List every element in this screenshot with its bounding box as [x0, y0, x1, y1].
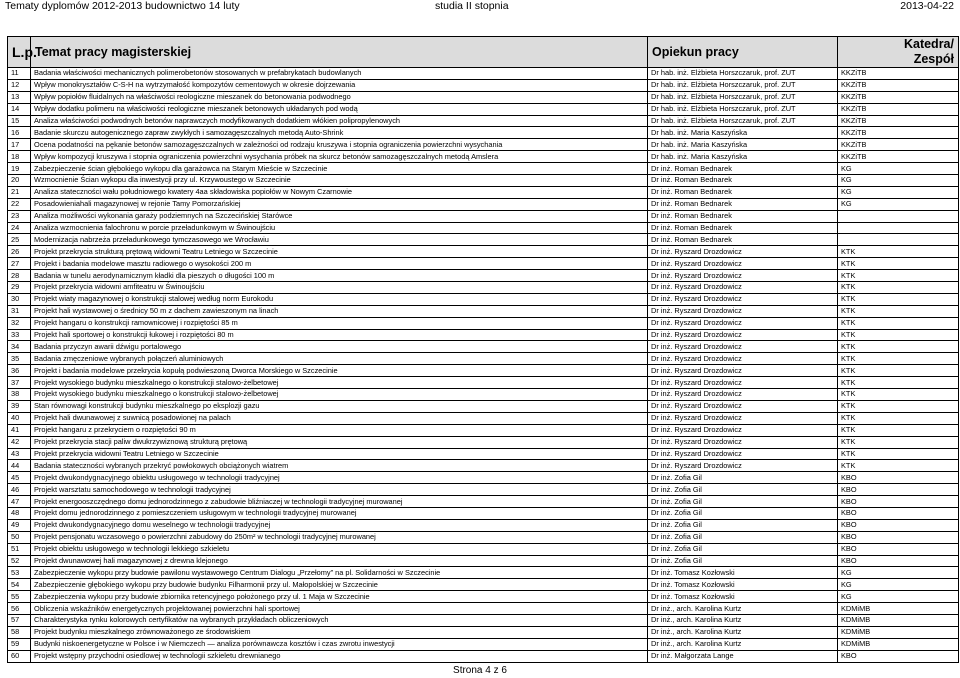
- cell-department: [838, 234, 959, 246]
- cell-supervisor: Dr inż. Roman Bednarek: [648, 175, 838, 187]
- thesis-table: [7, 36, 959, 663]
- cell-topic: Projekt obiektu usługowego w technologii lekkiego szkieletu: [31, 543, 648, 555]
- cell-number: 51: [8, 543, 31, 555]
- col-header-supervisor: Opiekun pracy: [648, 37, 838, 68]
- cell-department: KTK: [838, 270, 959, 282]
- cell-topic: Projekt hali dwunawowej z suwnicą posadowionej na palach: [31, 412, 648, 424]
- cell-number: 39: [8, 400, 31, 412]
- cell-number: 30: [8, 293, 31, 305]
- cell-department: KKZiTB: [838, 115, 959, 127]
- cell-topic: Posadowieniahali magazynowej w rejonie Tamy Pomorzańskiej: [31, 198, 648, 210]
- cell-topic: Analiza stateczności wału południowego kwatery 4aa składowiska popiołów w Nowym Czarnowie: [31, 186, 648, 198]
- table-row: [8, 198, 959, 210]
- cell-topic: Projekt budynku mieszkalnego zrównoważonego ze środowiskiem: [31, 626, 648, 638]
- cell-supervisor: Dr hab. inż. Elżbieta Horszczaruk, prof. ZUT: [648, 79, 838, 91]
- cell-number: 49: [8, 519, 31, 531]
- cell-topic: Projekt przekrycia widowni Teatru Letniego w Szczecinie: [31, 448, 648, 460]
- table-row: [8, 270, 959, 282]
- cell-number: 60: [8, 650, 31, 662]
- table-row: [8, 293, 959, 305]
- cell-topic: Zabezpieczenie ścian głębokiego wykopu dla garażowca na Starym Mieście w Szczecinie: [31, 163, 648, 175]
- cell-topic: Analiza wzmocnienia falochronu w porcie przeładunkowym w Świnoujściu: [31, 222, 648, 234]
- cell-department: KG: [838, 567, 959, 579]
- table-row: [8, 603, 959, 615]
- cell-supervisor: Dr inż. Ryszard Drozdowicz: [648, 412, 838, 424]
- cell-topic: Obliczenia wskaźników energetycznych projektowanej powierzchni hali sportowej: [31, 603, 648, 615]
- cell-number: 59: [8, 638, 31, 650]
- cell-number: 25: [8, 234, 31, 246]
- table-row: [8, 496, 959, 508]
- cell-supervisor: Dr inż., arch. Karolina Kurtz: [648, 614, 838, 626]
- cell-supervisor: Dr hab. inż. Maria Kaszyńska: [648, 139, 838, 151]
- cell-department: KTK: [838, 448, 959, 460]
- cell-topic: Projekt warsztatu samochodowego w technologii tradycyjnej: [31, 484, 648, 496]
- col-header-topic: Temat pracy magisterskiej: [31, 37, 648, 68]
- table-row: [8, 519, 959, 531]
- cell-supervisor: Dr hab. inż. Maria Kaszyńska: [648, 127, 838, 139]
- cell-department: KKZiTB: [838, 91, 959, 103]
- cell-department: KBO: [838, 555, 959, 567]
- cell-topic: Wpływ monokryształów C-S-H na wytrzymałość kompozytów cementowych w okresie dojrzewania: [31, 79, 648, 91]
- cell-department: KTK: [838, 412, 959, 424]
- cell-supervisor: Dr inż. Tomasz Kozłowski: [648, 579, 838, 591]
- cell-number: 22: [8, 198, 31, 210]
- cell-supervisor: Dr inż. Tomasz Kozłowski: [648, 567, 838, 579]
- cell-topic: Wzmocnienie Ścian wykopu dla inwestycji przy ul. Krzywoustego w Szczecinie: [31, 175, 648, 187]
- cell-number: 26: [8, 246, 31, 258]
- table-row: [8, 424, 959, 436]
- col-header-lp: L.p.: [8, 37, 31, 68]
- cell-department: KTK: [838, 341, 959, 353]
- cell-topic: Analiza właściwości podwodnych betonów naprawczych modyfikowanych dodatkiem włókien polipropylenowych: [31, 115, 648, 127]
- table-row: [8, 210, 959, 222]
- cell-topic: Projekt domu jednorodzinnego z pomieszczeniem usługowym w technologii tradycyjnej murowanej: [31, 507, 648, 519]
- header-date: 2013-04-22: [900, 0, 954, 12]
- cell-department: KKZiTB: [838, 139, 959, 151]
- cell-department: KTK: [838, 353, 959, 365]
- table-row: [8, 400, 959, 412]
- cell-supervisor: Dr inż. Ryszard Drozdowicz: [648, 353, 838, 365]
- cell-department: KTK: [838, 282, 959, 294]
- cell-department: KKZiTB: [838, 151, 959, 163]
- cell-supervisor: Dr inż. Ryszard Drozdowicz: [648, 341, 838, 353]
- cell-number: 14: [8, 103, 31, 115]
- cell-topic: Wpływ kompozycji kruszywa i stopnia ograniczenia powierzchni wysychania próbek na skurcz betonów samozagęszczalnych metodą Amslera: [31, 151, 648, 163]
- cell-supervisor: Dr hab. inż. Maria Kaszyńska: [648, 151, 838, 163]
- cell-department: KBO: [838, 531, 959, 543]
- cell-topic: Badania przyczyn awarii dźwigu portalowego: [31, 341, 648, 353]
- cell-topic: Ocena podatności na pękanie betonów samozagęszczalnych w zależności od rodzaju kruszywa i stopnia ograniczenia powierzchni wysychania: [31, 139, 648, 151]
- cell-department: KTK: [838, 400, 959, 412]
- cell-department: KBO: [838, 484, 959, 496]
- cell-supervisor: Dr inż. Ryszard Drozdowicz: [648, 246, 838, 258]
- cell-number: 27: [8, 258, 31, 270]
- cell-supervisor: Dr inż. Ryszard Drozdowicz: [648, 258, 838, 270]
- table-row: [8, 448, 959, 460]
- cell-department: KDMiMB: [838, 614, 959, 626]
- cell-topic: Projekt wstępny przychodni osiedlowej w technologii szkieletu drewnianego: [31, 650, 648, 662]
- table-row: [8, 365, 959, 377]
- cell-number: 50: [8, 531, 31, 543]
- table-header-row: [8, 37, 959, 68]
- cell-department: KKZiTB: [838, 127, 959, 139]
- cell-topic: Projekt przekrycia widowni amfiteatru w Świnoujściu: [31, 282, 648, 294]
- cell-department: KTK: [838, 293, 959, 305]
- cell-topic: Budynki niskoenergetyczne w Polsce i w Niemczech — analiza porównawcza kosztów i czas zwrotu inwestycji: [31, 638, 648, 650]
- cell-topic: Projekt hali sportowej o konstrukcji łukowej i rozpiętości 80 m: [31, 329, 648, 341]
- cell-topic: Badania właściwości mechanicznych polimerobetonów stosowanych w prefabrykatach budowlanych: [31, 68, 648, 80]
- cell-department: KDMiMB: [838, 626, 959, 638]
- cell-supervisor: Dr inż. Zofia Gil: [648, 472, 838, 484]
- cell-number: 52: [8, 555, 31, 567]
- cell-topic: Wpływ dodatku polimeru na właściwości reologiczne mieszanek betonowych układanych pod wodą: [31, 103, 648, 115]
- table-row: [8, 329, 959, 341]
- cell-number: 43: [8, 448, 31, 460]
- cell-number: 34: [8, 341, 31, 353]
- cell-number: 45: [8, 472, 31, 484]
- table-row: [8, 175, 959, 187]
- cell-supervisor: Dr inż. Ryszard Drozdowicz: [648, 365, 838, 377]
- table-row: [8, 91, 959, 103]
- cell-department: KTK: [838, 460, 959, 472]
- table-row: [8, 186, 959, 198]
- cell-supervisor: Dr inż. Roman Bednarek: [648, 210, 838, 222]
- cell-topic: Projekt pensjonatu wczasowego o powierzchni zabudowy do 250m² w technologii tradycyjnej murowanej: [31, 531, 648, 543]
- cell-topic: Charakterystyka rynku kolorowych certyfikatów na wybranych przykładach obliczeniowych: [31, 614, 648, 626]
- cell-department: KTK: [838, 317, 959, 329]
- cell-topic: Projekt hangaru z przekryciem o rozpiętości 90 m: [31, 424, 648, 436]
- cell-supervisor: Dr hab. inż. Elżbieta Horszczaruk, prof. ZUT: [648, 103, 838, 115]
- cell-supervisor: Dr inż., arch. Karolina Kurtz: [648, 603, 838, 615]
- cell-topic: Projekt dwukondygnacyjnego obiektu usługowego w technologii tradycyjnej: [31, 472, 648, 484]
- cell-number: 24: [8, 222, 31, 234]
- cell-topic: Analiza możliwości wykonania garaży podziemnych na Szczecińskiej Starówce: [31, 210, 648, 222]
- cell-topic: Badania w tunelu aerodynamicznym kładki dla pieszych o długości 100 m: [31, 270, 648, 282]
- cell-number: 18: [8, 151, 31, 163]
- cell-topic: Projekt wiaty magazynowej o konstrukcji stalowej według norm Eurokodu: [31, 293, 648, 305]
- cell-supervisor: Dr inż. Ryszard Drozdowicz: [648, 377, 838, 389]
- cell-department: KKZiTB: [838, 103, 959, 115]
- cell-number: 44: [8, 460, 31, 472]
- cell-supervisor: Dr inż. Ryszard Drozdowicz: [648, 329, 838, 341]
- cell-department: [838, 210, 959, 222]
- cell-number: 54: [8, 579, 31, 591]
- table-row: [8, 389, 959, 401]
- table-row: [8, 353, 959, 365]
- table-row: [8, 305, 959, 317]
- cell-topic: Projekt dwukondygnacyjnego domu weselnego w technologii tradycyjnej: [31, 519, 648, 531]
- cell-department: KTK: [838, 258, 959, 270]
- table-row: [8, 103, 959, 115]
- cell-department: KDMiMB: [838, 638, 959, 650]
- cell-number: 20: [8, 175, 31, 187]
- cell-supervisor: Dr inż. Ryszard Drozdowicz: [648, 282, 838, 294]
- cell-topic: Projekt i badania modelowe przekrycia kopułą podwieszoną Dworca Morskiego w Szczecinie: [31, 365, 648, 377]
- cell-supervisor: Dr inż. Ryszard Drozdowicz: [648, 293, 838, 305]
- table-row: [8, 246, 959, 258]
- table-row: [8, 555, 959, 567]
- cell-topic: Projekt hangaru o konstrukcji ramownicowej i rozpiętości 85 m: [31, 317, 648, 329]
- cell-number: 16: [8, 127, 31, 139]
- table-row: [8, 626, 959, 638]
- table-row: [8, 222, 959, 234]
- cell-number: 23: [8, 210, 31, 222]
- page-header: [0, 0, 960, 12]
- cell-number: 46: [8, 484, 31, 496]
- table-row: [8, 282, 959, 294]
- cell-department: KTK: [838, 377, 959, 389]
- cell-number: 37: [8, 377, 31, 389]
- cell-number: 17: [8, 139, 31, 151]
- cell-department: KKZiTB: [838, 79, 959, 91]
- table-row: [8, 460, 959, 472]
- cell-number: 32: [8, 317, 31, 329]
- cell-department: KTK: [838, 305, 959, 317]
- table-row: [8, 115, 959, 127]
- cell-number: 21: [8, 186, 31, 198]
- table-row: [8, 591, 959, 603]
- cell-supervisor: Dr inż. Ryszard Drozdowicz: [648, 317, 838, 329]
- cell-supervisor: Dr inż. Roman Bednarek: [648, 222, 838, 234]
- table-row: [8, 567, 959, 579]
- cell-supervisor: Dr inż. Ryszard Drozdowicz: [648, 436, 838, 448]
- table-row: [8, 412, 959, 424]
- header-title: Tematy dyplomów 2012-2013 budownictwo 14 luty: [5, 0, 240, 12]
- cell-department: KTK: [838, 389, 959, 401]
- cell-number: 53: [8, 567, 31, 579]
- cell-supervisor: Dr hab. inż. Elżbieta Horszczaruk, prof. ZUT: [648, 115, 838, 127]
- cell-number: 42: [8, 436, 31, 448]
- cell-number: 33: [8, 329, 31, 341]
- cell-topic: Badania zmęczeniowe wybranych połączeń aluminiowych: [31, 353, 648, 365]
- cell-topic: Projekt wysokiego budynku mieszkalnego o konstrukcji stalowo-żelbetowej: [31, 389, 648, 401]
- cell-topic: Projekt energooszczędnego domu jednorodzinnego z zabudowie bliźniaczej w technologii tradycyjnej murowanej: [31, 496, 648, 508]
- cell-supervisor: Dr inż. Tomasz Kozłowski: [648, 591, 838, 603]
- cell-supervisor: Dr inż. Zofia Gil: [648, 484, 838, 496]
- cell-topic: Projekt dwunawowej hali magazynowej z drewna klejonego: [31, 555, 648, 567]
- cell-supervisor: Dr inż. Zofia Gil: [648, 507, 838, 519]
- table-row: [8, 151, 959, 163]
- cell-number: 15: [8, 115, 31, 127]
- cell-topic: Zabezpieczenia wykopu przy budowie zbiornika retencyjnego położonego przy ul. 1 Maja w Szczecinie: [31, 591, 648, 603]
- cell-supervisor: Dr inż. Ryszard Drozdowicz: [648, 389, 838, 401]
- cell-number: 28: [8, 270, 31, 282]
- cell-department: KG: [838, 198, 959, 210]
- cell-topic: Modernizacja nabrzeża przeładunkowego tymczasowego we Wrocławiu: [31, 234, 648, 246]
- cell-supervisor: Dr inż. Małgorzata Lange: [648, 650, 838, 662]
- cell-number: 56: [8, 603, 31, 615]
- table-row: [8, 614, 959, 626]
- cell-department: KBO: [838, 519, 959, 531]
- cell-number: 58: [8, 626, 31, 638]
- cell-number: 11: [8, 68, 31, 80]
- cell-supervisor: Dr inż., arch. Karolina Kurtz: [648, 638, 838, 650]
- cell-topic: Projekt przekrycia stacji paliw dwukrzywiznową strukturą prętową: [31, 436, 648, 448]
- cell-number: 35: [8, 353, 31, 365]
- cell-department: KBO: [838, 472, 959, 484]
- cell-number: 19: [8, 163, 31, 175]
- cell-number: 29: [8, 282, 31, 294]
- cell-number: 47: [8, 496, 31, 508]
- cell-supervisor: Dr hab. inż. Elżbieta Horszczaruk, prof. ZUT: [648, 68, 838, 80]
- cell-number: 36: [8, 365, 31, 377]
- cell-supervisor: Dr inż., arch. Karolina Kurtz: [648, 626, 838, 638]
- cell-supervisor: Dr inż. Roman Bednarek: [648, 198, 838, 210]
- table-row: [8, 377, 959, 389]
- table-row: [8, 579, 959, 591]
- cell-supervisor: Dr inż. Zofia Gil: [648, 543, 838, 555]
- cell-number: 38: [8, 389, 31, 401]
- cell-number: 41: [8, 424, 31, 436]
- cell-topic: Projekt hali wystawowej o średnicy 50 m z dachem zawieszonym na linach: [31, 305, 648, 317]
- cell-department: KG: [838, 175, 959, 187]
- cell-supervisor: Dr inż. Ryszard Drozdowicz: [648, 448, 838, 460]
- table-row: [8, 258, 959, 270]
- cell-department: [838, 222, 959, 234]
- cell-supervisor: Dr inż. Ryszard Drozdowicz: [648, 460, 838, 472]
- cell-department: KTK: [838, 365, 959, 377]
- page-footer: Strona 4 z 6: [453, 665, 507, 676]
- table-row: [8, 317, 959, 329]
- header-center: studia II stopnia: [435, 0, 509, 12]
- cell-department: KKZiTB: [838, 68, 959, 80]
- cell-supervisor: Dr inż. Roman Bednarek: [648, 234, 838, 246]
- table-row: [8, 163, 959, 175]
- cell-number: 13: [8, 91, 31, 103]
- table-body: [8, 68, 959, 663]
- cell-department: KBO: [838, 543, 959, 555]
- cell-supervisor: Dr inż. Ryszard Drozdowicz: [648, 305, 838, 317]
- cell-topic: Badania stateczności wybranych przekryć powłokowych obciążonych wiatrem: [31, 460, 648, 472]
- table-row: [8, 79, 959, 91]
- cell-department: KTK: [838, 329, 959, 341]
- cell-number: 40: [8, 412, 31, 424]
- table-row: [8, 234, 959, 246]
- cell-topic: Projekt wysokiego budynku mieszkalnego o konstrukcji stalowo-żelbetowej: [31, 377, 648, 389]
- cell-department: KG: [838, 591, 959, 603]
- table-row: [8, 484, 959, 496]
- cell-number: 55: [8, 591, 31, 603]
- table-row: [8, 543, 959, 555]
- cell-department: KG: [838, 186, 959, 198]
- cell-supervisor: Dr hab. inż. Elżbieta Horszczaruk, prof. ZUT: [648, 91, 838, 103]
- cell-number: 48: [8, 507, 31, 519]
- cell-supervisor: Dr inż. Zofia Gil: [648, 555, 838, 567]
- cell-department: KTK: [838, 246, 959, 258]
- table-row: [8, 650, 959, 662]
- table-row: [8, 139, 959, 151]
- table-row: [8, 472, 959, 484]
- cell-supervisor: Dr inż. Zofia Gil: [648, 531, 838, 543]
- cell-department: KDMiMB: [838, 603, 959, 615]
- cell-supervisor: Dr inż. Roman Bednarek: [648, 163, 838, 175]
- col-header-department: Katedra/ Zespół: [838, 37, 959, 68]
- cell-topic: Badanie skurczu autogenicznego zapraw zwykłych i samozagęszczalnych metodą Auto-Shrink: [31, 127, 648, 139]
- cell-topic: Wpływ popiołów fluidalnych na właściwości reologiczne mieszanek do betonowania podwodnego: [31, 91, 648, 103]
- table-row: [8, 507, 959, 519]
- table-row: [8, 68, 959, 80]
- cell-department: KBO: [838, 507, 959, 519]
- cell-department: KG: [838, 579, 959, 591]
- cell-supervisor: Dr inż. Ryszard Drozdowicz: [648, 400, 838, 412]
- cell-topic: Zabezpieczenie głębokiego wykopu przy budowie budynku Filharmonii przy ul. Małopolskiej w Szczecinie: [31, 579, 648, 591]
- cell-supervisor: Dr inż. Zofia Gil: [648, 496, 838, 508]
- cell-number: 57: [8, 614, 31, 626]
- cell-department: KG: [838, 163, 959, 175]
- cell-supervisor: Dr inż. Roman Bednarek: [648, 186, 838, 198]
- cell-topic: Zabezpieczenie wykopu przy budowie pawilonu wystawowego Centrum Dialogu „Przełomy” na pl. Solidarności w Szczecinie: [31, 567, 648, 579]
- cell-department: KTK: [838, 436, 959, 448]
- cell-topic: Projekt i badania modelowe masztu radiowego o wysokości 200 m: [31, 258, 648, 270]
- cell-number: 31: [8, 305, 31, 317]
- table-row: [8, 436, 959, 448]
- cell-topic: Stan równowagi konstrukcji budynku mieszkalnego po eksplozji gazu: [31, 400, 648, 412]
- table-row: [8, 127, 959, 139]
- cell-number: 12: [8, 79, 31, 91]
- cell-supervisor: Dr inż. Ryszard Drozdowicz: [648, 270, 838, 282]
- cell-topic: Projekt przekrycia strukturą prętową widowni Teatru Letniego w Szczecinie: [31, 246, 648, 258]
- cell-supervisor: Dr inż. Ryszard Drozdowicz: [648, 424, 838, 436]
- table-row: [8, 341, 959, 353]
- cell-department: KBO: [838, 650, 959, 662]
- table-row: [8, 531, 959, 543]
- cell-department: KTK: [838, 424, 959, 436]
- cell-supervisor: Dr inż. Zofia Gil: [648, 519, 838, 531]
- table-row: [8, 638, 959, 650]
- cell-department: KBO: [838, 496, 959, 508]
